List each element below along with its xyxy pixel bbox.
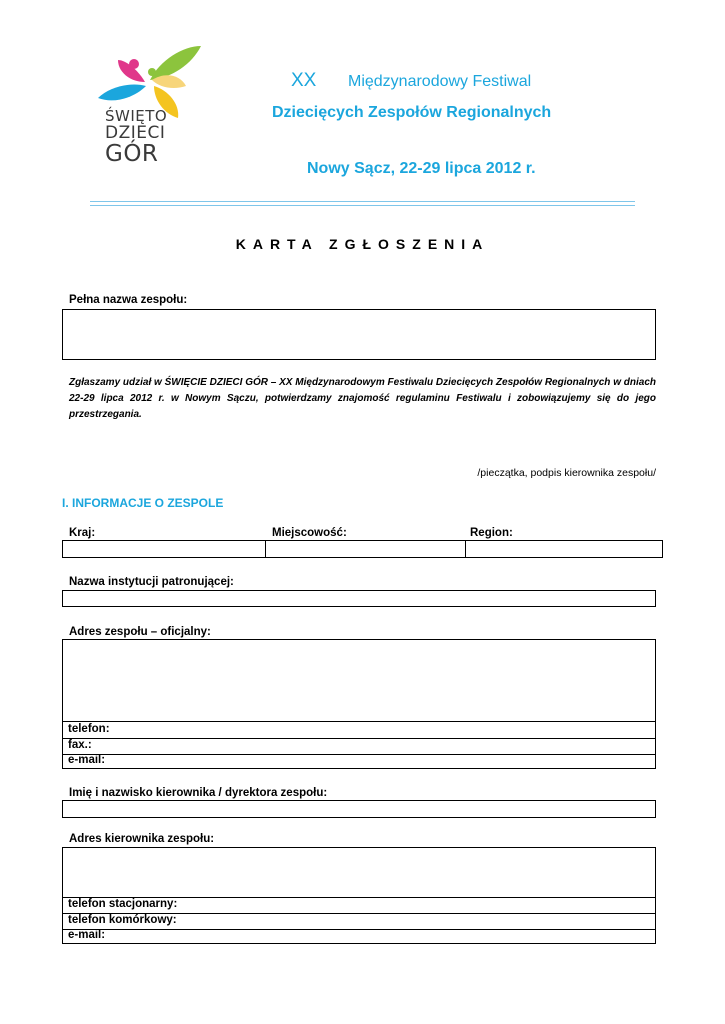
- leader-email-row[interactable]: [62, 930, 656, 944]
- address-label: Adres zespołu – oficjalny:: [69, 626, 211, 638]
- city-field[interactable]: [265, 540, 466, 558]
- landline-row[interactable]: [62, 898, 656, 914]
- institution-label: Nazwa instytucji patronującej:: [69, 576, 234, 588]
- phone-row[interactable]: [62, 722, 656, 739]
- leader-name-label: Imię i nazwisko kierownika / dyrektora zespołu:: [69, 787, 328, 799]
- mobile-label: telefon komórkowy:: [68, 914, 177, 926]
- leader-address-field[interactable]: [62, 848, 656, 898]
- leader-name-field[interactable]: [62, 800, 656, 818]
- address-field[interactable]: [62, 640, 656, 722]
- region-label: Region:: [470, 527, 513, 539]
- signature-note: /pieczątka, podpis kierownika zespołu/: [477, 467, 656, 479]
- fax-label: fax.:: [68, 739, 92, 751]
- fax-row[interactable]: [62, 739, 656, 755]
- full-name-field[interactable]: [62, 309, 656, 360]
- logo-text-line3: GÓR: [105, 141, 159, 167]
- logo-green-petal: [150, 46, 201, 80]
- institution-field[interactable]: [62, 590, 656, 607]
- mobile-row[interactable]: [62, 914, 656, 930]
- header-line1: Międzynarodowy Festiwal: [348, 73, 532, 90]
- leader-address-label: Adres kierownika zespołu:: [69, 833, 215, 845]
- leader-email-label: e-mail:: [68, 929, 106, 941]
- address-block: [62, 639, 656, 769]
- logo-green-dot: [148, 68, 156, 76]
- logo-text-line2: DZIECI: [105, 123, 166, 143]
- leader-address-block: [62, 847, 656, 944]
- phone-label: telefon:: [68, 723, 110, 735]
- email-row[interactable]: [62, 755, 656, 769]
- email-label: e-mail:: [68, 754, 106, 766]
- country-label: Kraj:: [69, 527, 96, 539]
- logo-pink-dot: [129, 59, 139, 69]
- logo-text-line1: ŚWIĘTO: [105, 107, 168, 125]
- landline-label: telefon stacjonarny:: [68, 898, 178, 910]
- header-divider-bottom: [90, 205, 635, 206]
- form-title: KARTA ZGŁOSZENIA: [235, 236, 490, 252]
- country-field[interactable]: [62, 540, 266, 558]
- section-title-info: I. INFORMACJE O ZESPOLE: [62, 496, 224, 510]
- header-edition: XX: [291, 70, 317, 91]
- city-label: Miejscowość:: [272, 527, 347, 539]
- region-field[interactable]: [465, 540, 663, 558]
- header-line2: Dziecięcych Zespołów Regionalnych: [272, 104, 552, 121]
- logo-blue-petal: [98, 85, 146, 101]
- declaration-text: Zgłaszamy udział w ŚWIĘCIE DZIECI GÓR – XX Międzynarodowym Festiwalu Dziecięcych Zespołów Regionalnych w dniach 22-29 lipca 2012 r. w Nowym Sączu, potwierdzamy znajomość regulaminu Festiwalu i zobowiązujemy się do jego przestrzegania.: [69, 377, 656, 420]
- full-name-label: Pełna nazwa zespołu:: [69, 294, 188, 306]
- header-divider-top: [90, 201, 635, 202]
- header-date-place: Nowy Sącz, 22-29 lipca 2012 r.: [307, 160, 536, 177]
